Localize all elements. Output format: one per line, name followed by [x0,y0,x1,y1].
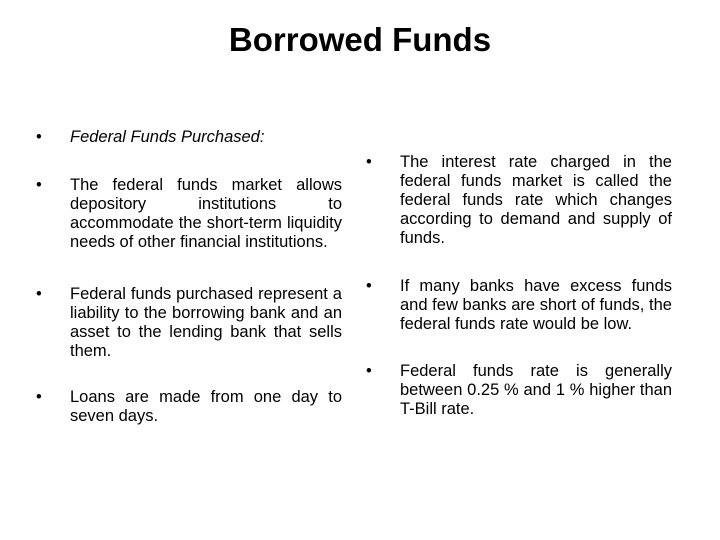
bullet-icon: • [36,128,42,146]
list-item [36,176,342,252]
right-column [366,153,672,419]
list-item-text: If many banks have excess funds and few banks are short of funds, the federal funds rate would be low. [400,277,672,333]
bullet-icon: • [36,388,42,406]
bullet-icon: • [36,176,42,194]
list-item-text: Loans are made from one day to seven days. [70,388,342,425]
list-item-text: The federal funds market allows depository institutions to accommodate the short-term liquidity needs of other financial institutions. [70,176,342,251]
list-item [366,362,672,419]
section-heading: Federal Funds Purchased: [70,128,265,146]
bullet-icon: • [366,277,372,295]
slide-title: Borrowed Funds [228,21,492,58]
bullet-icon: • [366,153,372,171]
bullet-icon: • [366,362,372,380]
list-item-text: The interest rate charged in the federal funds market is called the federal funds rate which changes according to demand and supply of funds. [400,153,672,247]
left-column [36,128,342,426]
list-item [36,285,342,361]
bullet-icon: • [36,285,42,303]
list-item-text: Federal funds rate is generally between 0.25 % and 1 % higher than T-Bill rate. [400,362,672,418]
list-item-text: Federal funds purchased represent a liability to the borrowing bank and an asset to the lending bank that sells them. [70,285,342,360]
list-item [366,153,672,248]
list-item [36,388,342,426]
list-item [36,128,342,147]
list-item [366,277,672,334]
